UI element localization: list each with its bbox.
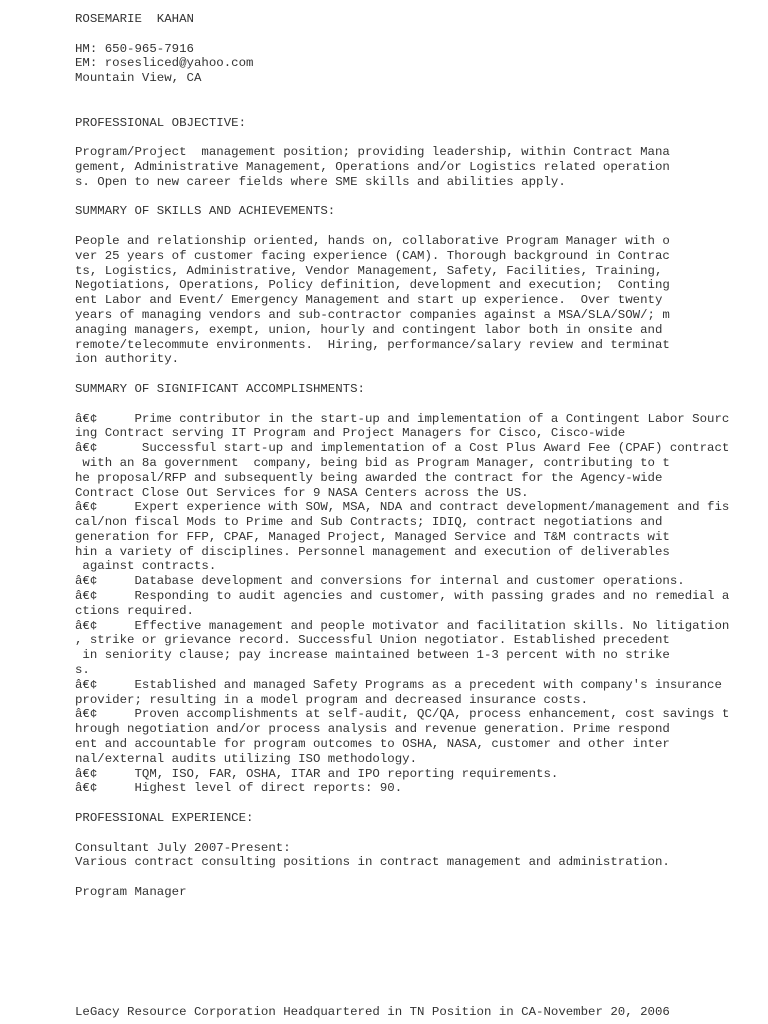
text-line: â€¢ Highest level of direct reports: 90. (75, 781, 403, 796)
text-line: , strike or grievance record. Successful Union negotiator. Established precedent (75, 633, 670, 648)
text-line: cal/non fiscal Mods to Prime and Sub Contracts; IDIQ, contract negotiations and (75, 515, 663, 530)
text-line: EM: rosesliced@yahoo.com (75, 56, 254, 71)
text-line: remote/telecommute environments. Hiring, performance/salary review and terminat (75, 337, 670, 352)
text-line: anaging managers, exempt, union, hourly and contingent labor both in onsite and (75, 322, 663, 337)
text-line: ing Contract serving IT Program and Project Managers for Cisco, Cisco-wide (75, 426, 626, 441)
text-line: hin a variety of disciplines. Personnel management and execution of deliverables (75, 544, 670, 559)
text-line: Negotiations, Operations, Policy definition, development and execution; Conting (75, 278, 670, 293)
text-line: Contract Close Out Services for 9 NASA Centers across the US. (75, 485, 529, 500)
text-line: s. (75, 663, 90, 678)
blank-line (75, 870, 755, 885)
text-line: in seniority clause; pay increase maintained between 1-3 percent with no strike (75, 648, 670, 663)
blank-line (75, 796, 755, 811)
text-line: nal/external audits utilizing ISO methodology. (75, 751, 418, 766)
resume-document (75, 12, 755, 900)
text-line: â€¢ Proven accomplishments at self-audit, QC/QA, process enhancement, cost savings t (75, 707, 730, 722)
blank-line (75, 86, 755, 101)
text-line: â€¢ Successful start-up and implementation of a Cost Plus Award Fee (CPAF) contract (75, 441, 730, 456)
text-line: ent and accountable for program outcomes to OSHA, NASA, customer and other inter (75, 737, 670, 752)
text-line: HM: 650-965-7916 (75, 41, 194, 56)
text-line: â€¢ Responding to audit agencies and customer, with passing grades and no remedial a (75, 589, 730, 604)
text-line: with an 8a government company, being bid as Program Manager, contributing to t (75, 455, 670, 470)
text-line: ts, Logistics, Administrative, Vendor Management, Safety, Facilities, Training, (75, 263, 663, 278)
blank-line (75, 130, 755, 145)
blank-line (75, 826, 755, 841)
text-line: â€¢ TQM, ISO, FAR, OSHA, ITAR and IPO reporting requirements. (75, 766, 559, 781)
text-line: ROSEMARIE KAHAN (75, 12, 194, 26)
blank-line (75, 101, 755, 116)
text-line: â€¢ Effective management and people motivator and facilitation skills. No litigation (75, 618, 730, 633)
text-line: PROFESSIONAL EXPERIENCE: (75, 811, 254, 826)
blank-line (75, 367, 755, 382)
text-line: SUMMARY OF SIGNIFICANT ACCOMPLISHMENTS: (75, 381, 365, 396)
text-line: ver 25 years of customer facing experience (CAM). Thorough background in Contrac (75, 248, 670, 263)
text-line: gement, Administrative Management, Operations and/or Logistics related operation (75, 159, 670, 174)
text-line: hrough negotiation and/or process analysis and revenue generation. Prime respond (75, 722, 670, 737)
blank-line (75, 27, 755, 42)
text-line: years of managing vendors and sub-contractor companies against a MSA/SLA/SOW/; m (75, 307, 670, 322)
text-line: ctions required. (75, 603, 194, 618)
text-line: generation for FFP, CPAF, Managed Project, Managed Service and T&M contracts wit (75, 529, 670, 544)
text-line: s. Open to new career fields where SME skills and abilities apply. (75, 174, 566, 189)
text-line: ion authority. (75, 352, 180, 367)
text-line: ent Labor and Event/ Emergency Management and start up experience. Over twenty (75, 293, 663, 308)
blank-line (75, 397, 755, 412)
text-line: Consultant July 2007-Present: (75, 840, 291, 855)
text-line: Mountain View, CA (75, 71, 202, 86)
text-line: PROFESSIONAL OBJECTIVE: (75, 115, 247, 130)
text-line: he proposal/RFP and subsequently being awarded the contract for the Agency-wide (75, 470, 663, 485)
blank-line (75, 190, 755, 205)
text-line: SUMMARY OF SKILLS AND ACHIEVEMENTS: (75, 204, 336, 219)
text-line: Program Manager (75, 885, 187, 900)
text-line: Program/Project management position; providing leadership, within Contract Mana (75, 145, 670, 160)
text-line: â€¢ Database development and conversions for internal and customer operations. (75, 574, 685, 589)
text-line: provider; resulting in a model program and decreased insurance costs. (75, 692, 589, 707)
blank-line (75, 219, 755, 234)
text-line: against contracts. (75, 559, 217, 574)
text-line: â€¢ Prime contributor in the start-up and implementation of a Contingent Labor Sourc (75, 411, 730, 426)
text-line: â€¢ Established and managed Safety Programs as a precedent with company's insurance (75, 677, 722, 692)
text-line: People and relationship oriented, hands on, collaborative Program Manager with o (75, 233, 670, 248)
text-line: Various contract consulting positions in contract management and administration. (75, 855, 670, 870)
text-line: â€¢ Expert experience with SOW, MSA, NDA and contract development/management and fis (75, 500, 730, 515)
footer-line: LeGacy Resource Corporation Headquartered in TN Position in CA-November 20, 2006 (75, 1005, 670, 1019)
